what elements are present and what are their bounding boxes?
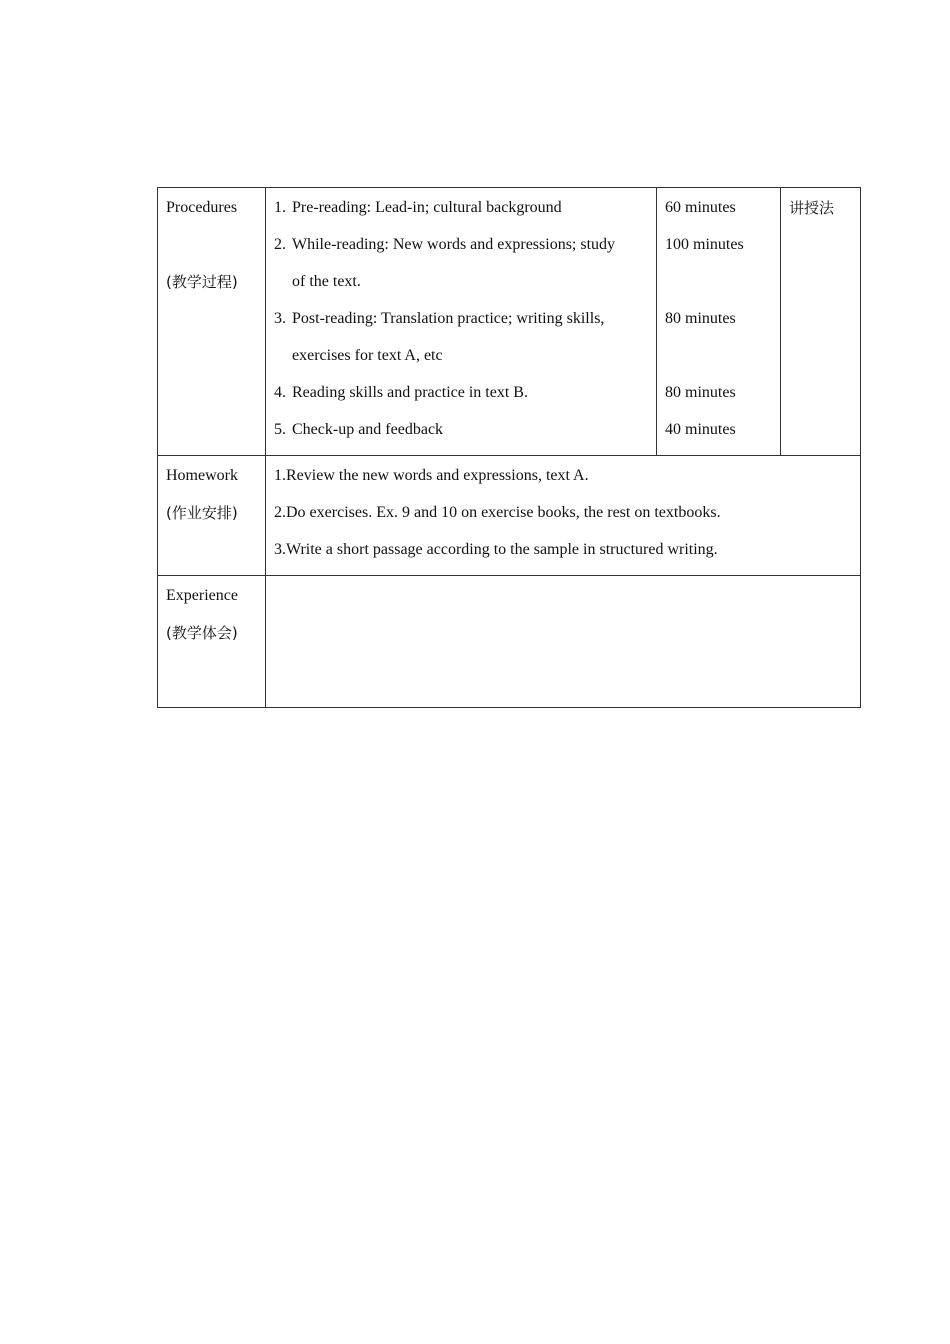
step-1-time: 60 minutes	[665, 199, 736, 216]
step-5-number: 5.	[274, 421, 286, 438]
step-1	[274, 196, 648, 233]
step-2-number: 2.	[274, 236, 286, 253]
step-1-number: 1.	[274, 199, 286, 216]
step-3-text: Post-reading: Translation practice; writing skills,	[292, 310, 605, 327]
procedures-steps-cell	[266, 188, 657, 456]
experience-label-cell	[158, 576, 266, 708]
step-2	[274, 233, 648, 270]
step-5-text: Check-up and feedback	[292, 421, 444, 438]
spacer	[665, 270, 772, 307]
homework-label-en: Homework	[166, 467, 238, 484]
procedures-row	[158, 188, 861, 456]
step-5-time: 40 minutes	[665, 421, 736, 438]
step-4-number: 4.	[274, 384, 286, 401]
spacer	[166, 233, 257, 270]
experience-label-cn: (教学体会)	[166, 624, 238, 642]
step-2-continuation: of the text.	[292, 273, 361, 290]
experience-content-cell	[266, 576, 861, 708]
homework-row	[158, 456, 861, 576]
teaching-plan-table	[157, 187, 861, 708]
experience-row	[158, 576, 861, 708]
homework-label-cell	[158, 456, 266, 576]
procedures-method-cell	[781, 188, 861, 456]
procedures-label-en: Procedures	[166, 199, 238, 216]
step-3-number: 3.	[274, 310, 286, 327]
homework-item-3: 3.Write a short passage according to the sample in structured writing.	[274, 541, 718, 558]
step-3	[274, 307, 648, 344]
homework-label-cn: (作业安排)	[166, 504, 238, 522]
step-2-time: 100 minutes	[665, 236, 744, 253]
teaching-method: 讲授法	[789, 199, 835, 217]
step-5	[274, 418, 648, 455]
homework-item-1: 1.Review the new words and expressions, text A.	[274, 467, 589, 484]
experience-label-en: Experience	[166, 587, 238, 604]
homework-item-2: 2.Do exercises. Ex. 9 and 10 on exercise books, the rest on textbooks.	[274, 504, 721, 521]
step-4-text: Reading skills and practice in text B.	[292, 384, 528, 401]
step-3-continuation: exercises for text A, etc	[292, 347, 443, 364]
step-2-text: While-reading: New words and expressions; study	[292, 236, 616, 253]
procedures-time-cell	[657, 188, 781, 456]
homework-content-cell	[266, 456, 861, 576]
spacer	[665, 344, 772, 381]
step-4	[274, 381, 648, 418]
procedures-label-cell	[158, 188, 266, 456]
step-1-text: Pre-reading: Lead-in; cultural background	[292, 199, 562, 216]
procedures-label-cn: (教学过程)	[166, 273, 238, 291]
step-3-time: 80 minutes	[665, 310, 736, 327]
step-4-time: 80 minutes	[665, 384, 736, 401]
